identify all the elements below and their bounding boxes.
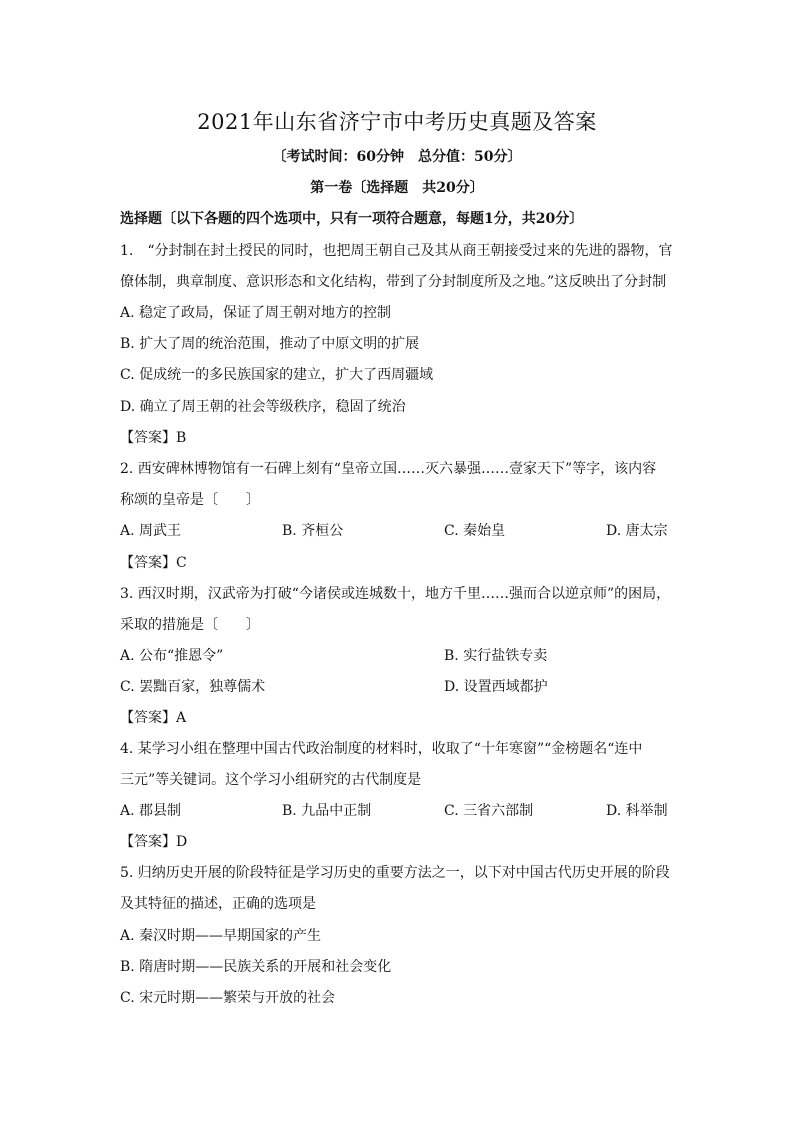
question-stem-line: 三元”等关键词。这个学习小组研究的古代制度是	[120, 772, 422, 788]
question-stem-line: 僚体制，典章制度、意识形态和文化结构，带到了分封制度所及之地。”这反映出了分封制	[120, 274, 667, 290]
option-b: B. 扩大了周的统治范围，推动了中原文明的扩展	[120, 336, 420, 352]
section-instruction: 选择题〔以下各题的四个选项中，只有一项符合题意，每题1分，共20分〕	[120, 211, 584, 227]
option-b: B. 齐桓公	[282, 523, 344, 539]
option-c: C. 秦始皇	[444, 523, 506, 539]
answer-label: 【答案】A	[120, 710, 187, 726]
document-title: 2021年山东省济宁市中考历史真题及答案	[197, 110, 597, 134]
question-stem-line: 4. 某学习小组在整理中国古代政治制度的材料时，收取了“十年寒窗”“金榜题名“连中	[120, 741, 643, 757]
question-stem-line: 2. 西安碑林博物馆有一石碑上刻有“皇帝立国……灭六暴强……壹家天下”等字，该内容	[120, 461, 657, 477]
answer-label: 【答案】C	[120, 555, 187, 571]
question-stem-line: 称颂的皇帝是〔 〕	[120, 492, 260, 508]
option-b: B. 实行盐铁专卖	[444, 648, 548, 664]
option-a: A. 公布“推恩令”	[120, 648, 224, 664]
question-stem-line: 采取的措施是〔 〕	[120, 617, 260, 633]
question-stem-line: 1. “分封制在封土授民的同时，也把周王朝自己及其从商王朝接受过来的先进的器物，官	[120, 243, 673, 259]
answer-label: 【答案】B	[120, 430, 187, 446]
exam-info: 〔考试时间：60分钟 总分值：50分〕	[272, 149, 522, 165]
option-a: A. 稳定了政局，保证了周王朝对地方的控制	[120, 305, 392, 321]
option-d: D. 设置西域都护	[444, 679, 548, 695]
option-d: D. 科举制	[606, 803, 668, 819]
option-b: B. 隋唐时期——民族关系的开展和社会变化	[120, 959, 392, 975]
option-c: C. 促成统一的多民族国家的建立，扩大了西周疆域	[120, 367, 434, 383]
option-d: D. 唐太宗	[606, 523, 668, 539]
question-stem-line: 3. 西汉时期，汉武帝为打破“今诸侯或连城数十，地方千里……强而合以逆京师”的困局，	[120, 586, 671, 602]
option-b: B. 九品中正制	[282, 803, 372, 819]
option-c: C. 三省六部制	[444, 803, 534, 819]
part-title: 第一卷〔选择题 共20分〕	[310, 180, 484, 196]
option-c: C. 宋元时期——繁荣与开放的社会	[120, 990, 336, 1006]
question-stem-line: 及其特征的描述，正确的选项是	[120, 896, 316, 912]
question-stem-line: 5. 归纳历史开展的阶段特征是学习历史的重要方法之一，以下对中国古代历史开展的阶段	[120, 865, 670, 881]
option-a: A. 郡县制	[120, 803, 182, 819]
answer-label: 【答案】D	[120, 834, 188, 850]
option-a: A. 秦汉时期——早期国家的产生	[120, 928, 322, 944]
option-c: C. 罢黜百家，独尊儒术	[120, 679, 266, 695]
option-d: D. 确立了周王朝的社会等级秩序，稳固了统治	[120, 399, 406, 415]
option-a: A. 周武王	[120, 523, 182, 539]
